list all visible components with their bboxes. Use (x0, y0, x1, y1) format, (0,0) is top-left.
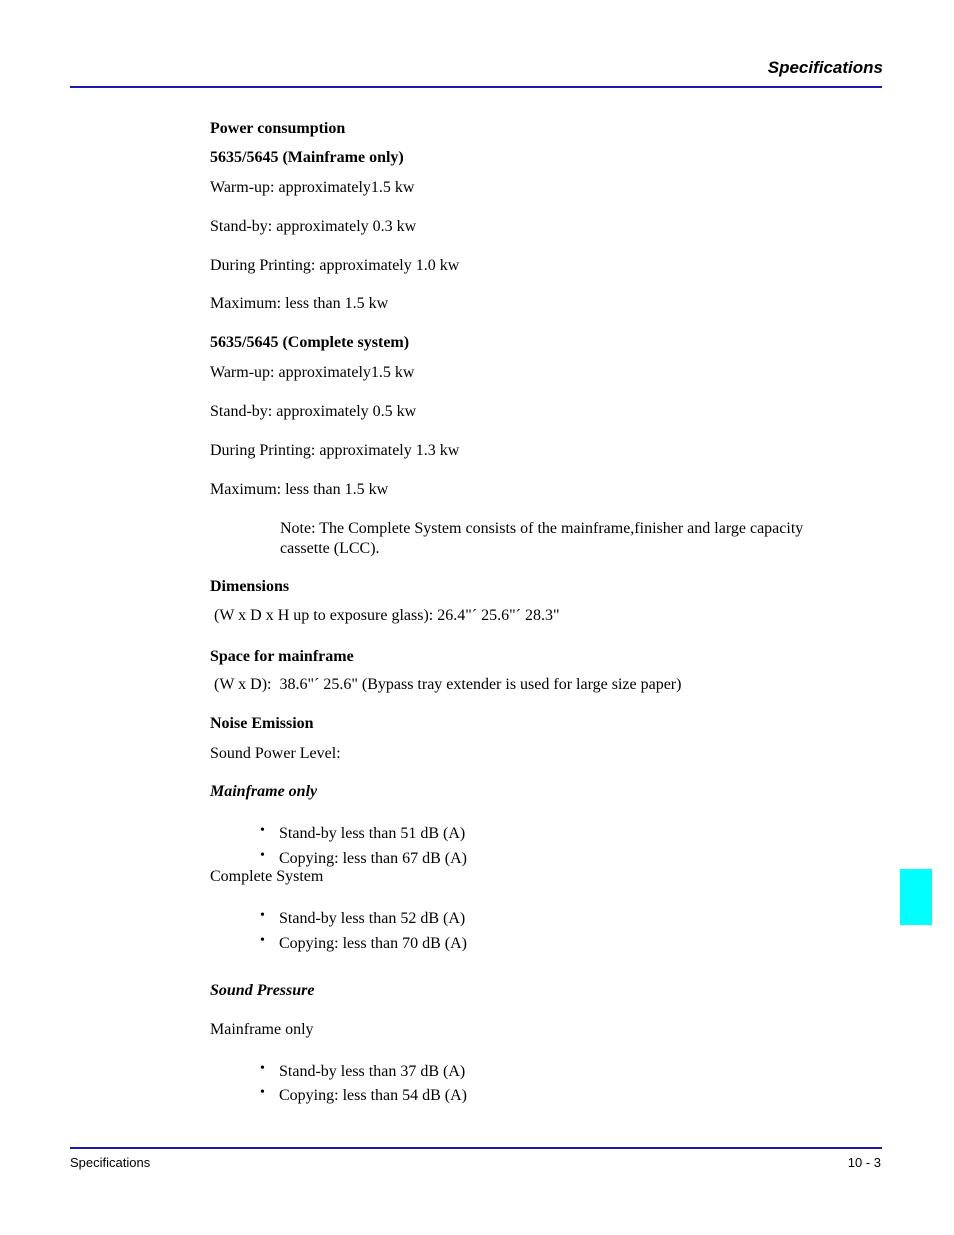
list-item: • Stand-by less than 51 dB (A) (260, 823, 466, 842)
footer-section-title: Specifications (70, 1155, 151, 1170)
dimensions-heading: Dimensions (210, 578, 290, 595)
list-item: • Copying: less than 54 dB (A) (260, 1085, 467, 1104)
list-item: • Stand-by less than 52 dB (A) (260, 908, 466, 927)
complete-warmup: Warm-up: approximately1.5 kw (210, 364, 415, 381)
bullet-icon: • (260, 1085, 265, 1100)
bullet-icon: • (260, 848, 265, 863)
list-item: • Copying: less than 70 dB (A) (260, 933, 467, 952)
sound-pressure-heading: Sound Pressure (210, 982, 315, 999)
complete-system-heading: 5635/5645 (Complete system) (210, 334, 410, 351)
mainframe-standby: Stand-by: approximately 0.3 kw (210, 218, 417, 235)
bullet-icon: • (260, 908, 265, 923)
complete-maximum: Maximum: less than 1.5 kw (210, 481, 389, 498)
mainframe-warmup: Warm-up: approximately1.5 kw (210, 179, 415, 196)
pressure-mainframe-label: Mainframe only (210, 1021, 314, 1038)
header-title: Specifications (767, 58, 883, 77)
complete-system-label: Complete System (210, 868, 324, 885)
mainframe-printing: During Printing: approximately 1.0 kw (210, 257, 460, 274)
complete-system-note: Note: The Complete System consists of the mainframe,finisher and large capacity cassette (LCC). (280, 520, 804, 557)
mainframe-maximum: Maximum: less than 1.5 kw (210, 295, 389, 312)
list-item: • Copying: less than 67 dB (A) (260, 848, 467, 867)
bullet-icon: • (260, 1061, 265, 1076)
noise-heading: Noise Emission (210, 715, 314, 732)
space-value: (W x D): 38.6"´ 25.6" (Bypass tray extender is used for large size paper) (210, 676, 682, 693)
power-consumption-heading: Power consumption (210, 120, 346, 137)
complete-standby: Stand-by: approximately 0.5 kw (210, 403, 417, 420)
bullet-icon: • (260, 933, 265, 948)
mainframe-only-heading: 5635/5645 (Mainframe only) (210, 149, 404, 166)
list-item: • Stand-by less than 37 dB (A) (260, 1061, 466, 1080)
sound-power-label: Sound Power Level: (210, 745, 341, 762)
section-tab (900, 869, 932, 925)
header-rule (70, 86, 882, 88)
complete-printing: During Printing: approximately 1.3 kw (210, 442, 460, 459)
page-number: 10 - 3 (847, 1155, 881, 1170)
dimensions-value: (W x D x H up to exposure glass): 26.4"´ 25.6"´ 28.3" (210, 607, 560, 624)
footer-rule (70, 1147, 882, 1149)
mainframe-only-subheading: Mainframe only (210, 783, 318, 800)
bullet-icon: • (260, 823, 265, 838)
space-heading: Space for mainframe (210, 648, 354, 665)
